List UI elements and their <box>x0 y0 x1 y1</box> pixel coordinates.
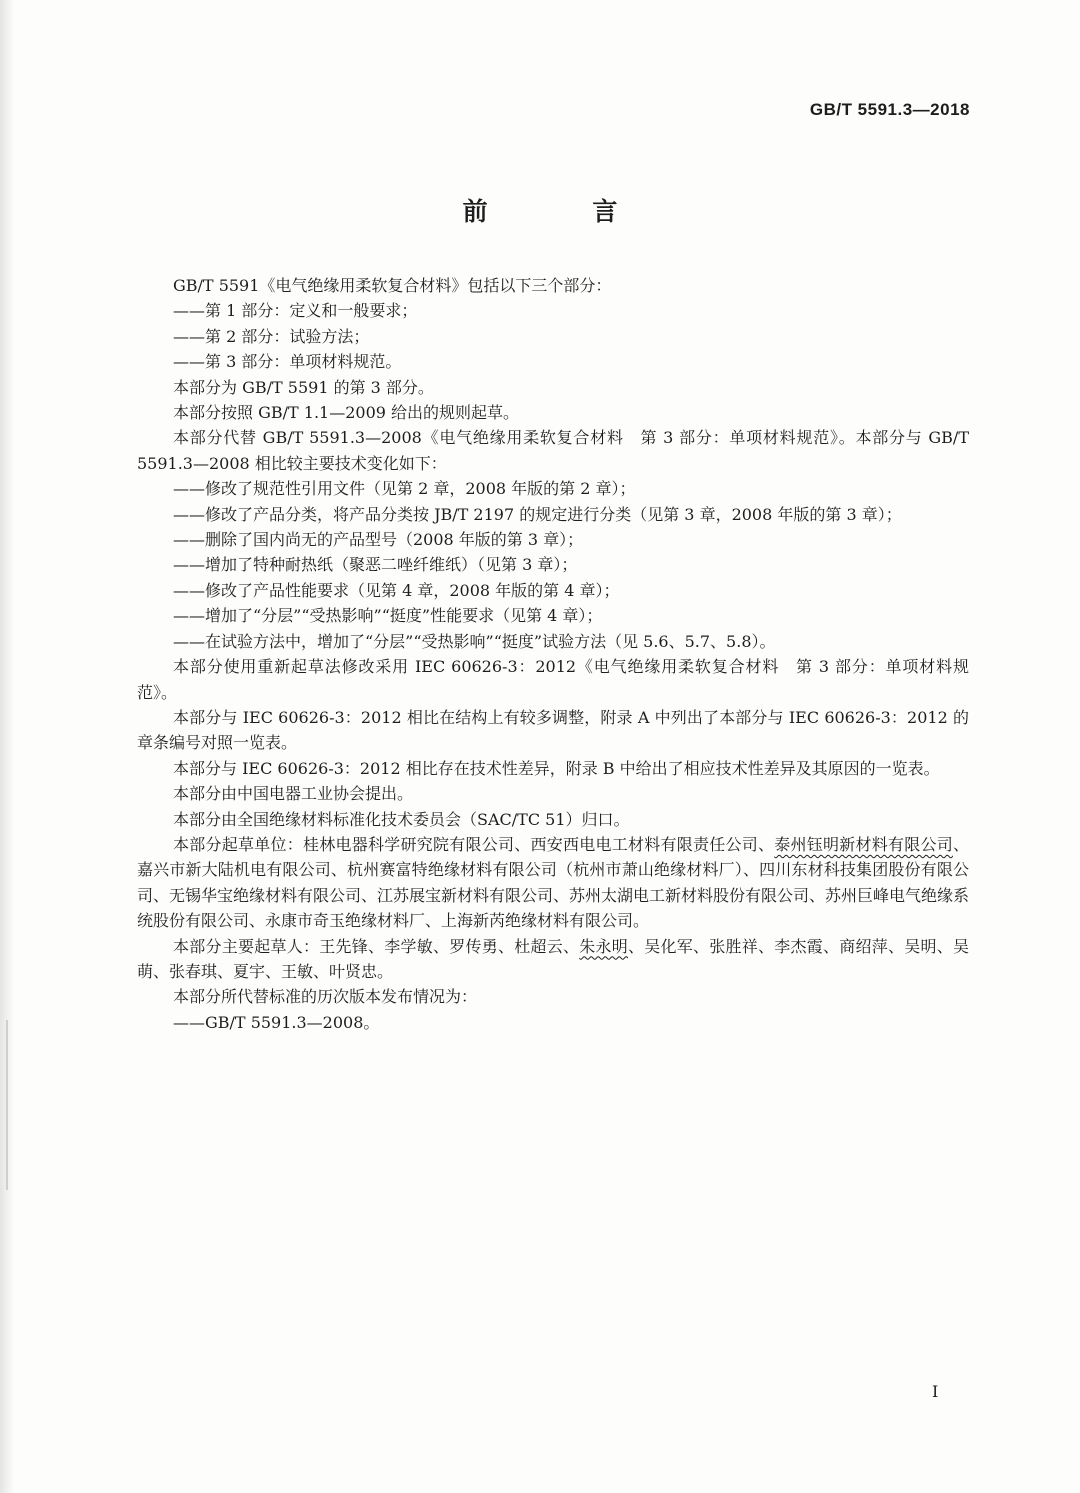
document-body <box>137 273 969 1035</box>
paragraph: 本部分代替 GB/T 5591.3—2008《电气绝缘用柔软复合材料 第 3 部分：单项材料规范》。本部分与 GB/T 5591.3—2008 相比较主要技术变化如下： <box>137 428 969 473</box>
paragraph-drafting-units <box>137 832 969 934</box>
list-item: ——第 2 部分：试验方法； <box>173 326 370 346</box>
list-item: ——GB/T 5591.3—2008。 <box>173 1012 380 1032</box>
list-item: ——增加了特种耐热纸（聚恶二唑纤维纸）（见第 3 章）； <box>173 555 578 575</box>
underlined-company: 泰州钰明新材料有限公司 <box>774 834 953 854</box>
text-run: 本部分主要起草人：王先锋、李学敏、罗传勇、杜超云、 <box>173 936 580 956</box>
list-item: ——在试验方法中，增加了“分层”“受热影响”“挺度”试验方法（见 5.6、5.7、5.8）。 <box>173 631 776 651</box>
page-title: 前 言 <box>462 197 666 226</box>
underlined-name: 朱永明 <box>579 936 628 956</box>
list-item: ——第 1 部分：定义和一般要求； <box>173 301 418 321</box>
text-run: 本部分起草单位：桂林电器科学研究院有限公司、西安西电电工材料有限责任公司、 <box>173 834 775 854</box>
scan-mark <box>6 1020 8 1190</box>
paragraph: 本部分所代替标准的历次版本发布情况为： <box>173 987 478 1007</box>
paragraph: GB/T 5591《电气绝缘用柔软复合材料》包括以下三个部分： <box>173 276 612 295</box>
page-number: I <box>932 1382 939 1401</box>
paragraph: 本部分由全国绝缘材料标准化技术委员会（SAC/TC 51）归口。 <box>173 809 630 829</box>
list-item: ——修改了产品性能要求（见第 4 章，2008 年版的第 4 章）； <box>173 580 620 600</box>
paragraph: 本部分按照 GB/T 1.1—2009 给出的规则起草。 <box>173 403 520 423</box>
paragraph: 本部分使用重新起草法修改采用 IEC 60626-3：2012《电气绝缘用柔软复合材料 第 3 部分：单项材料规范》。 <box>137 657 969 702</box>
list-item: ——增加了“分层”“受热影响”“挺度”性能要求（见第 4 章）； <box>173 606 603 626</box>
text-run: 、吴化军、张胜祥、李杰霞、商绍萍、吴明、吴萌、张春琪、夏宇、王敏、叶贤忠。 <box>137 936 969 981</box>
list-item: ——修改了规范性引用文件（见第 2 章，2008 年版的第 2 章）； <box>173 479 636 499</box>
paragraph-drafters <box>137 934 969 985</box>
paragraph: 本部分与 IEC 60626-3：2012 相比存在技术性差异，附录 B 中给出了相应技术性差异及其原因的一览表。 <box>173 758 940 778</box>
text-run: 、嘉兴市新大陆机电有限公司、杭州赛富特绝缘材料有限公司（杭州市萧山绝缘材料厂）、四川东材科技集团股份有限公司、无锡华宝绝缘材料有限公司、江苏展宝新材料有限公司、苏州太湖电工新材料股份有限公司、苏州巨峰电气绝缘系统股份有限公司、永康市奇玉绝缘材料厂、上海新芮绝缘材料有限公司。 <box>137 834 970 931</box>
paragraph: 本部分由中国电器工业协会提出。 <box>173 784 414 804</box>
paragraph: 本部分与 IEC 60626-3：2012 相比在结构上有较多调整，附录 A 中列出了本部分与 IEC 60626-3：2012 的章条编号对照一览表。 <box>137 707 969 753</box>
paragraph: 本部分为 GB/T 5591 的第 3 部分。 <box>173 377 434 397</box>
list-item: ——删除了国内尚无的产品型号（2008 年版的第 3 章）； <box>173 530 584 550</box>
list-item: ——第 3 部分：单项材料规范。 <box>173 352 402 372</box>
document-code: GB/T 5591.3—2018 <box>809 100 970 119</box>
list-item: ——修改了产品分类，将产品分类按 JB/T 2197 的规定进行分类（见第 3 章，2008 年版的第 3 章）； <box>173 504 902 524</box>
